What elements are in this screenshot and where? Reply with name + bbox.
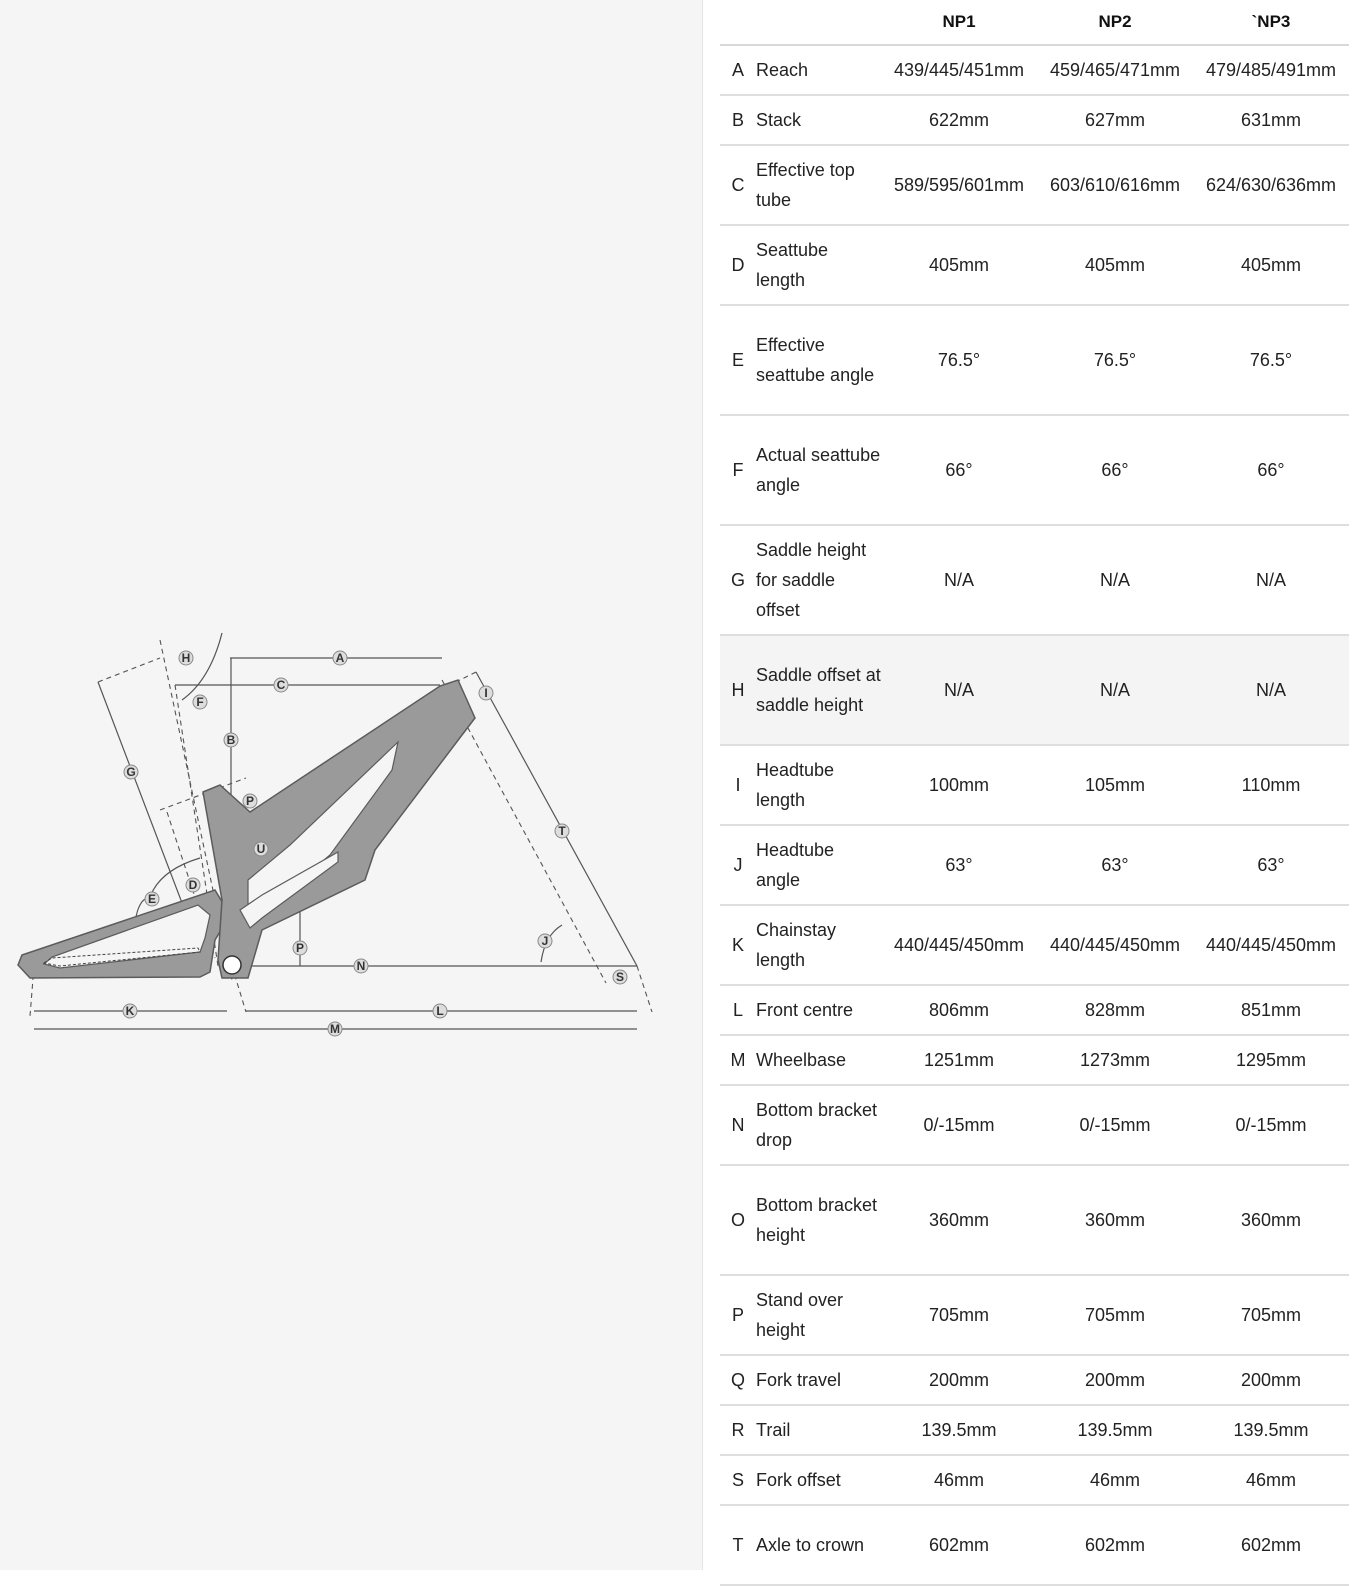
marker-F <box>193 695 207 709</box>
table-row <box>720 825 1349 905</box>
row-letter: E <box>720 305 756 415</box>
marker-G <box>124 765 138 779</box>
row-value-np3: 440/445/450mm <box>1193 905 1349 985</box>
svg-text:N: N <box>356 959 366 973</box>
header-size-np1: NP1 <box>881 0 1037 45</box>
row-label: Front centre <box>756 985 881 1035</box>
row-value-np1: 66° <box>881 415 1037 525</box>
table-header-row <box>720 0 1349 45</box>
svg-text:J: J <box>541 934 549 948</box>
row-value-np1: 200mm <box>881 1355 1037 1405</box>
svg-text:L: L <box>436 1004 444 1018</box>
row-value-np2: 705mm <box>1037 1275 1193 1355</box>
row-letter: H <box>720 635 756 745</box>
row-label: Saddle offset at saddle height <box>756 635 881 745</box>
svg-text:P: P <box>295 941 305 955</box>
row-label: Bottom bracket height <box>756 1165 881 1275</box>
row-value-np1: 63° <box>881 825 1037 905</box>
row-value-np2: 602mm <box>1037 1505 1193 1585</box>
marker-L <box>433 1004 447 1018</box>
row-value-np1: 589/595/601mm <box>881 145 1037 225</box>
geometry-table-body <box>720 45 1349 1585</box>
row-value-np2: 1273mm <box>1037 1035 1193 1085</box>
row-value-np3: 0/-15mm <box>1193 1085 1349 1165</box>
row-letter: O <box>720 1165 756 1275</box>
row-letter: B <box>720 95 756 145</box>
row-letter: J <box>720 825 756 905</box>
marker-U <box>254 842 268 856</box>
row-value-np2: 0/-15mm <box>1037 1085 1193 1165</box>
row-value-np1: 76.5° <box>881 305 1037 415</box>
row-value-np3: 1295mm <box>1193 1035 1349 1085</box>
row-value-np2: 440/445/450mm <box>1037 905 1193 985</box>
row-label: Seattube length <box>756 225 881 305</box>
row-value-np2: 459/465/471mm <box>1037 45 1193 95</box>
row-value-np1: 100mm <box>881 745 1037 825</box>
row-label: Actual seattube angle <box>756 415 881 525</box>
marker-H <box>179 651 193 665</box>
row-value-np3: 479/485/491mm <box>1193 45 1349 95</box>
row-value-np2: 627mm <box>1037 95 1193 145</box>
row-value-np1: 602mm <box>881 1505 1037 1585</box>
table-row <box>720 985 1349 1035</box>
row-value-np3: 200mm <box>1193 1355 1349 1405</box>
row-value-np1: 705mm <box>881 1275 1037 1355</box>
marker-C <box>274 678 288 692</box>
table-row <box>720 1405 1349 1455</box>
row-value-np1: 46mm <box>881 1455 1037 1505</box>
frame-geometry-diagram <box>0 620 702 1050</box>
row-letter: P <box>720 1275 756 1355</box>
row-value-np3: 66° <box>1193 415 1349 525</box>
row-value-np2: 66° <box>1037 415 1193 525</box>
row-value-np3: 631mm <box>1193 95 1349 145</box>
marker-J <box>538 934 552 948</box>
row-letter: D <box>720 225 756 305</box>
row-value-np1: 139.5mm <box>881 1405 1037 1455</box>
table-row <box>720 145 1349 225</box>
table-row <box>720 305 1349 415</box>
row-value-np2: 200mm <box>1037 1355 1193 1405</box>
row-value-np3: 851mm <box>1193 985 1349 1035</box>
row-value-np2: 360mm <box>1037 1165 1193 1275</box>
marker-D <box>186 878 200 892</box>
row-value-np1: 1251mm <box>881 1035 1037 1085</box>
svg-text:I: I <box>484 686 488 700</box>
row-value-np1: 0/-15mm <box>881 1085 1037 1165</box>
table-row <box>720 525 1349 635</box>
table-row <box>720 1085 1349 1165</box>
svg-text:G: G <box>126 765 136 779</box>
row-value-np1: N/A <box>881 635 1037 745</box>
svg-text:D: D <box>188 878 198 892</box>
row-value-np3: 705mm <box>1193 1275 1349 1355</box>
row-value-np3: 139.5mm <box>1193 1405 1349 1455</box>
row-value-np2: 405mm <box>1037 225 1193 305</box>
svg-text:T: T <box>558 824 566 838</box>
row-value-np2: 105mm <box>1037 745 1193 825</box>
row-value-np1: 622mm <box>881 95 1037 145</box>
row-value-np1: 405mm <box>881 225 1037 305</box>
geometry-table-panel <box>703 0 1372 1570</box>
row-letter: K <box>720 905 756 985</box>
row-label: Headtube length <box>756 745 881 825</box>
row-letter: M <box>720 1035 756 1085</box>
row-label: Chainstay length <box>756 905 881 985</box>
header-letter <box>720 0 756 45</box>
row-label: Fork offset <box>756 1455 881 1505</box>
row-letter: R <box>720 1405 756 1455</box>
row-label: Effective top tube <box>756 145 881 225</box>
row-letter: A <box>720 45 756 95</box>
row-letter: T <box>720 1505 756 1585</box>
svg-text:A: A <box>335 651 345 665</box>
row-value-np2: N/A <box>1037 525 1193 635</box>
row-label: Reach <box>756 45 881 95</box>
marker-S <box>613 970 627 984</box>
geometry-table <box>720 0 1349 1586</box>
table-row <box>720 1275 1349 1355</box>
header-size-np3: `NP3 <box>1193 0 1349 45</box>
row-label: Effective seattube angle <box>756 305 881 415</box>
row-value-np3: 46mm <box>1193 1455 1349 1505</box>
marker-P-upper <box>243 794 257 808</box>
row-value-np3: 76.5° <box>1193 305 1349 415</box>
table-row <box>720 45 1349 95</box>
svg-text:M: M <box>330 1022 340 1036</box>
svg-text:C: C <box>276 678 286 692</box>
row-value-np2: 828mm <box>1037 985 1193 1035</box>
table-row <box>720 745 1349 825</box>
row-value-np2: 76.5° <box>1037 305 1193 415</box>
svg-text:E: E <box>147 892 157 906</box>
row-label: Bottom bracket drop <box>756 1085 881 1165</box>
row-letter: L <box>720 985 756 1035</box>
table-row <box>720 95 1349 145</box>
svg-text:H: H <box>181 651 191 665</box>
table-row <box>720 1355 1349 1405</box>
svg-text:S: S <box>615 970 625 984</box>
marker-K <box>123 1004 137 1018</box>
row-value-np3: 110mm <box>1193 745 1349 825</box>
marker-B <box>224 733 238 747</box>
row-value-np2: 46mm <box>1037 1455 1193 1505</box>
row-value-np1: 440/445/450mm <box>881 905 1037 985</box>
row-value-np3: N/A <box>1193 635 1349 745</box>
table-row <box>720 415 1349 525</box>
marker-E <box>145 892 159 906</box>
marker-N <box>354 959 368 973</box>
row-value-np2: 139.5mm <box>1037 1405 1193 1455</box>
row-value-np2: 603/610/616mm <box>1037 145 1193 225</box>
marker-I <box>479 686 493 700</box>
row-letter: Q <box>720 1355 756 1405</box>
row-value-np2: 63° <box>1037 825 1193 905</box>
row-letter: G <box>720 525 756 635</box>
header-label <box>756 0 881 45</box>
header-size-np2: NP2 <box>1037 0 1193 45</box>
table-row <box>720 225 1349 305</box>
table-row <box>720 635 1349 745</box>
row-value-np1: N/A <box>881 525 1037 635</box>
marker-T <box>555 824 569 838</box>
row-label: Axle to crown <box>756 1505 881 1585</box>
row-letter: S <box>720 1455 756 1505</box>
marker-M <box>328 1022 342 1036</box>
row-value-np1: 360mm <box>881 1165 1037 1275</box>
row-value-np1: 439/445/451mm <box>881 45 1037 95</box>
row-label: Stand over height <box>756 1275 881 1355</box>
row-label: Saddle height for saddle offset <box>756 525 881 635</box>
svg-text:F: F <box>196 695 204 709</box>
table-row <box>720 1165 1349 1275</box>
row-value-np3: 602mm <box>1193 1505 1349 1585</box>
svg-text:K: K <box>125 1004 135 1018</box>
svg-text:P: P <box>245 794 255 808</box>
row-value-np1: 806mm <box>881 985 1037 1035</box>
row-value-np2: N/A <box>1037 635 1193 745</box>
row-label: Fork travel <box>756 1355 881 1405</box>
row-letter: F <box>720 415 756 525</box>
row-letter: C <box>720 145 756 225</box>
row-label: Headtube angle <box>756 825 881 905</box>
table-row <box>720 1505 1349 1585</box>
row-value-np3: 360mm <box>1193 1165 1349 1275</box>
row-letter: N <box>720 1085 756 1165</box>
row-label: Trail <box>756 1405 881 1455</box>
marker-A <box>333 651 347 665</box>
row-value-np3: 63° <box>1193 825 1349 905</box>
marker-P-lower <box>293 941 307 955</box>
row-value-np3: 624/630/636mm <box>1193 145 1349 225</box>
table-row <box>720 1455 1349 1505</box>
row-value-np3: 405mm <box>1193 225 1349 305</box>
row-label: Wheelbase <box>756 1035 881 1085</box>
row-letter: I <box>720 745 756 825</box>
table-row <box>720 905 1349 985</box>
svg-text:U: U <box>256 842 266 856</box>
table-row <box>720 1035 1349 1085</box>
row-value-np3: N/A <box>1193 525 1349 635</box>
row-label: Stack <box>756 95 881 145</box>
svg-text:B: B <box>226 733 236 747</box>
